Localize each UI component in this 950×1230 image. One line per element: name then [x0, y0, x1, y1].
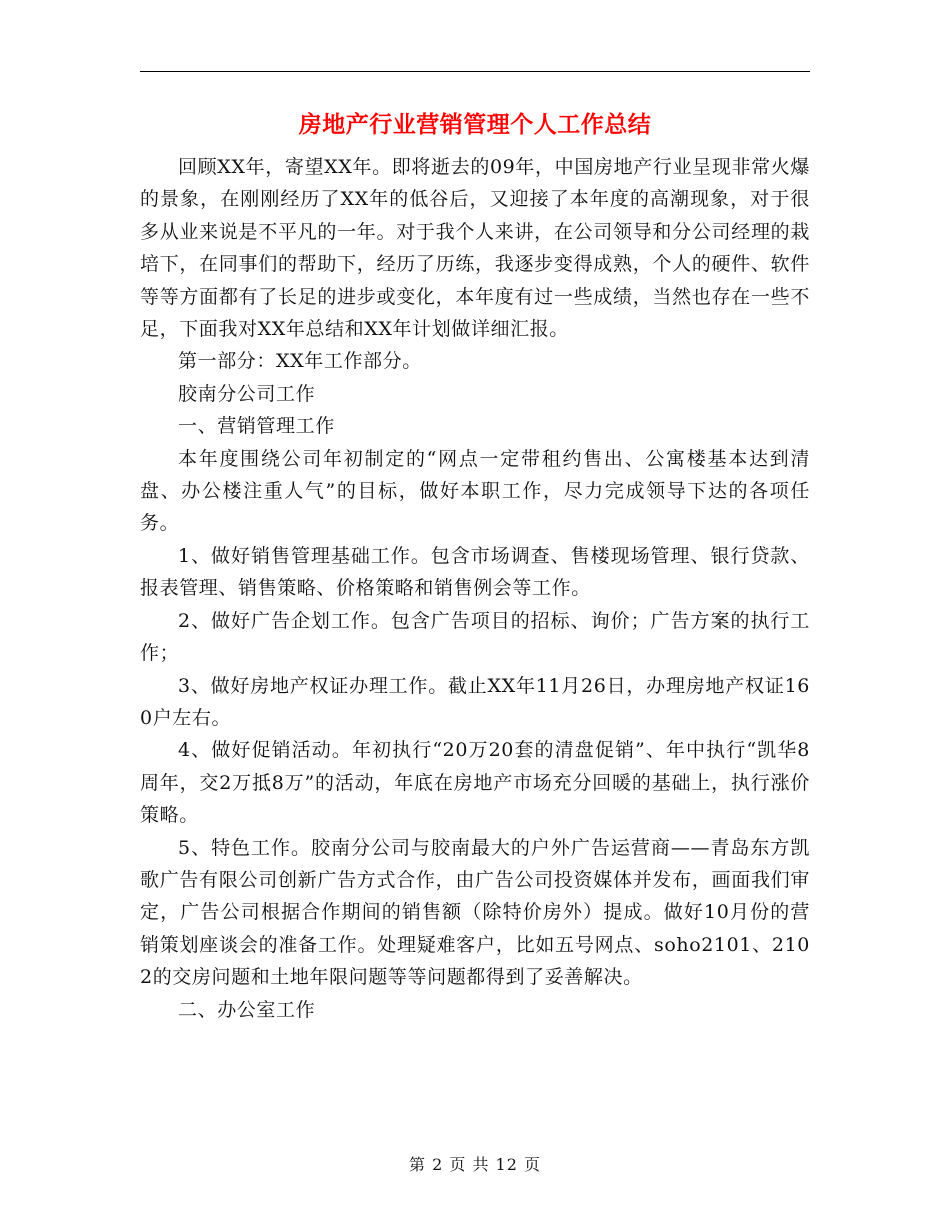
paragraph-branch-heading: 胶南分公司工作	[178, 382, 316, 405]
paragraph-goals: 本年度围绕公司年初制定的“网点一定带租约售出、公寓楼基本达到清盘、办公楼注重人气”的目标，做好本职工作，尽力完成领导下达的各项任务。	[140, 447, 810, 535]
document-title: 房地产行业营销管理个人工作总结	[298, 111, 652, 138]
paragraph-item-4: 4、做好促销活动。年初执行“20万20套的清盘促销”、年中执行“凯华8周年，交2万抵8万”的活动，年底在房地产市场充分回暖的基础上，执行涨价策略。	[140, 739, 810, 827]
document-body	[140, 151, 810, 1026]
paragraph-item-5: 5、特色工作。胶南分公司与胶南最大的户外广告运营商——青岛东方凯歌广告有限公司创新广告方式合作，由广告公司投资媒体并发布，画面我们审定，广告公司根据合作期间的销售额（除特价房外）提成。做好10月份的营销策划座谈会的准备工作。处理疑难客户，比如五号网点、soho2101、2102的交房问题和土地年限问题等等问题都得到了妥善解决。	[140, 836, 810, 989]
paragraph-section-marketing: 一、营销管理工作	[178, 415, 335, 438]
page-number-footer: 第 2 页 共 12 页	[409, 1155, 541, 1174]
paragraph-item-1: 1、做好销售管理基础工作。包含市场调查、售楼现场管理、银行贷款、报表管理、销售策略、价格策略和销售例会等工作。	[140, 544, 810, 600]
paragraph-item-2: 2、做好广告企划工作。包含广告项目的招标、询价；广告方案的执行工作；	[140, 609, 810, 665]
paragraph-item-3: 3、做好房地产权证办理工作。截止XX年11月26日，办理房地产权证160户左右。	[140, 674, 810, 729]
paragraph-part-one-heading: 第一部分：XX年工作部分。	[178, 350, 422, 373]
header-rule	[140, 71, 810, 72]
paragraph-intro: 回顾XX年，寄望XX年。即将逝去的09年，中国房地产行业呈现非常火爆的景象，在刚刚经历了XX年的低谷后，又迎接了本年度的高潮现象，对于很多从业来说是不平凡的一年。对于我个人来讲，在公司领导和分公司经理的栽培下，在同事们的帮助下，经历了历练，我逐步变得成熟，个人的硬件、软件等等方面都有了长足的进步或变化，本年度有过一些成绩，当然也存在一些不足，下面我对XX年总结和XX年计划做详细汇报。	[140, 156, 810, 341]
paragraph-section-office: 二、办公室工作	[178, 998, 316, 1021]
